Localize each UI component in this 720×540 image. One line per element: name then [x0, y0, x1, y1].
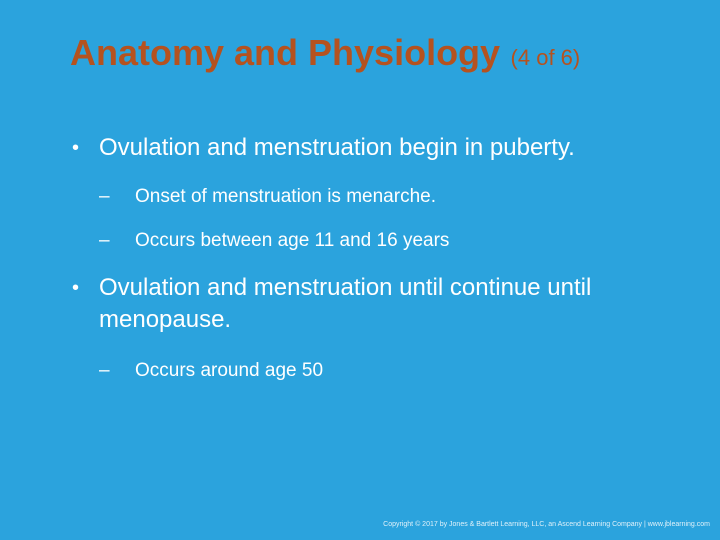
sub-bullet-item [72, 358, 682, 384]
sub-bullet-dash: – [99, 186, 110, 207]
sub-bullet-text: Occurs around age 50 [135, 360, 324, 381]
bullet-item [72, 272, 682, 336]
sub-bullet-dash: – [99, 360, 110, 381]
copyright-footer: Copyright © 2017 by Jones & Bartlett Learning, LLC, an Ascend Learning Company | www.jblearning.com [383, 521, 710, 528]
bullet-list [72, 132, 682, 384]
sub-bullet-text: Onset of menstruation is menarche. [135, 186, 436, 207]
bullet-dot: • [72, 137, 80, 159]
bullet-text: Ovulation and menstruation until continue until menopause. [99, 274, 592, 333]
slide-title [70, 32, 580, 74]
bullet-dot: • [72, 277, 80, 299]
sub-bullet-text: Occurs between age 11 and 16 years [135, 230, 450, 251]
sub-bullet-dash: – [99, 230, 110, 251]
bullet-text: Ovulation and menstruation begin in puberty. [99, 134, 575, 161]
sub-bullet-item [72, 184, 682, 210]
title-page-indicator: (4 of 6) [510, 45, 581, 70]
title-text: Anatomy and Physiology [70, 32, 501, 73]
bullet-item [72, 132, 682, 164]
sub-bullet-item [72, 228, 682, 254]
